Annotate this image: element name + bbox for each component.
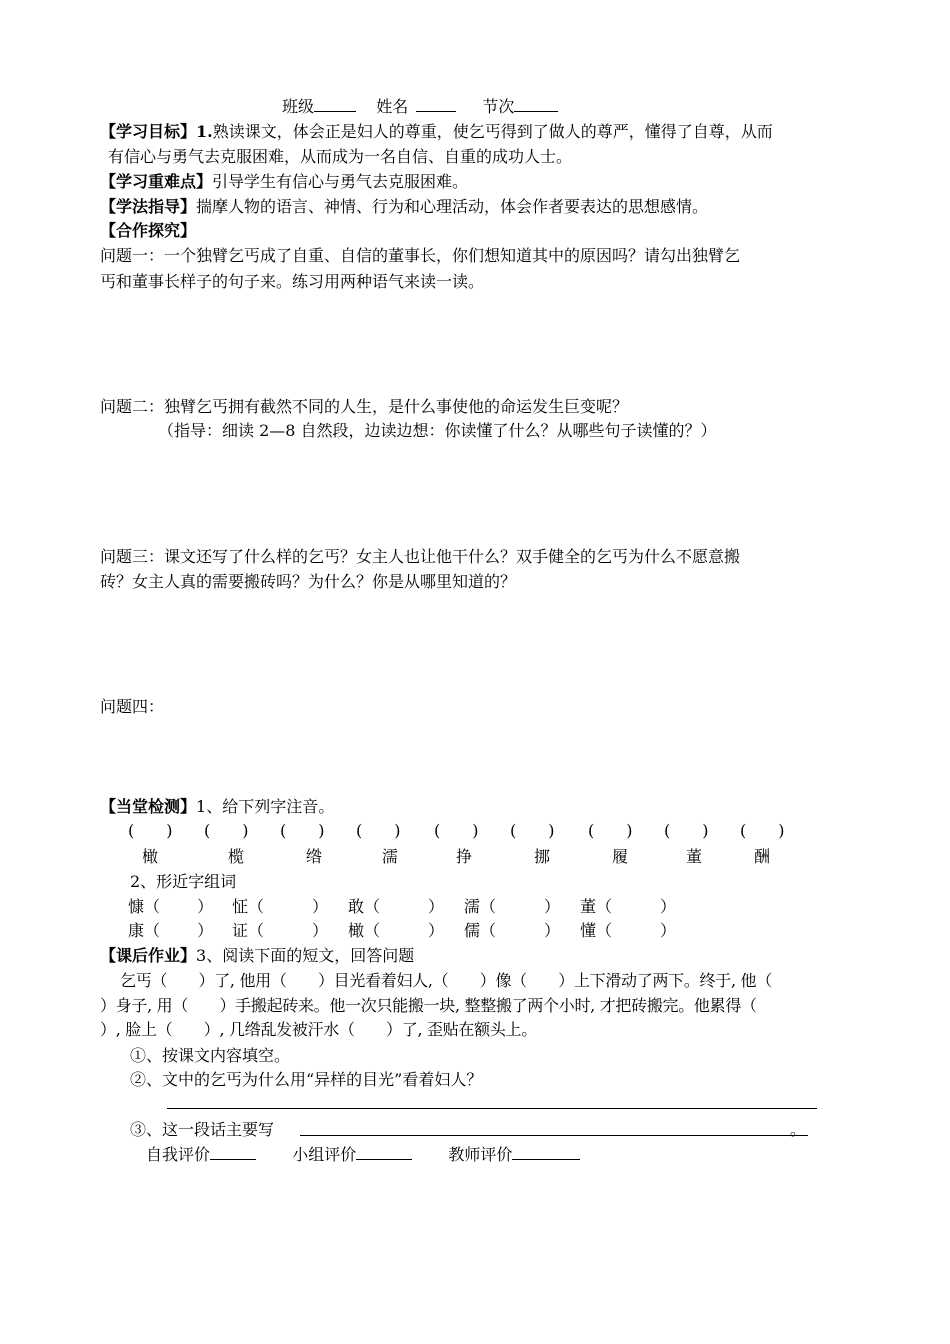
question-1-line-1: 问题一：一个独臂乞丐成了自重、自信的董事长，你们想知道其中的原因吗？请勾出独臂乞 <box>100 246 741 265</box>
group-eval-label: 小组评价 <box>292 1145 357 1164</box>
check-title: 1、给下列字注音。 <box>196 797 335 816</box>
pinyin-char: 董 <box>686 847 703 866</box>
similar-char: 敢 <box>348 897 365 916</box>
evaluation-line <box>146 1144 580 1166</box>
homework-tag: 【课后作业】 <box>100 946 197 965</box>
question-4-line: 问题四： <box>100 697 165 716</box>
question-3-line-1: 问题三：课文还写了什么样的乞丐？女主人也让他干什么？双手健全的乞丐为什么不愿意搬 <box>100 547 741 566</box>
word-blank[interactable]: （ ） <box>144 921 214 940</box>
pinyin-char: 濡 <box>382 847 399 866</box>
pinyin-blank[interactable]: ( ) <box>664 821 709 840</box>
pinyin-blank[interactable]: ( ) <box>204 821 249 840</box>
pinyin-blank[interactable]: ( ) <box>588 821 633 840</box>
answer-line-q2[interactable] <box>167 1108 817 1109</box>
word-blank[interactable]: （ ） <box>248 897 329 916</box>
teacher-eval-blank[interactable] <box>512 1144 580 1160</box>
objectives-text-2: 有信心与勇气去克服困难，从而成为一名自信、自重的成功人士。 <box>108 147 573 166</box>
similar-char: 橄 <box>348 921 365 940</box>
homework-paragraph-3: ）, 脸上（ ）, 几绺乱发被汗水（ ）了, 歪贴在额头上。 <box>100 1020 537 1039</box>
pinyin-char: 挣 <box>456 847 473 866</box>
homework-question-3-line <box>130 1119 274 1141</box>
explore-heading: 【合作探究】 <box>100 221 197 240</box>
pinyin-char: 橄 <box>142 847 159 866</box>
objectives-line-1 <box>100 121 773 143</box>
period-blank[interactable] <box>514 96 558 112</box>
word-blank[interactable]: （ ） <box>248 921 329 940</box>
check-tag: 【当堂检测】 <box>100 797 197 816</box>
similar-char: 怔 <box>232 897 249 916</box>
similar-char: 慷 <box>128 897 145 916</box>
pinyin-blank[interactable]: ( ) <box>434 821 479 840</box>
similar-char: 懂 <box>580 921 597 940</box>
method-line <box>100 196 708 218</box>
word-blank[interactable]: （ ） <box>596 921 677 940</box>
pinyin-char: 绺 <box>306 847 323 866</box>
question-2-line-1: 问题二：独臂乞丐拥有截然不同的人生，是什么事使他的命运发生巨变呢？ <box>100 397 629 416</box>
pinyin-char: 酬 <box>754 847 771 866</box>
method-tag: 【学法指导】 <box>100 197 197 216</box>
class-blank[interactable] <box>314 96 356 112</box>
pinyin-char: 挪 <box>534 847 551 866</box>
self-eval-label: 自我评价 <box>146 1145 211 1164</box>
pinyin-char: 履 <box>612 847 629 866</box>
difficulty-tag: 【学习重难点】 <box>100 172 213 191</box>
objectives-text-1: 熟读课文，体会正是妇人的尊重，使乞丐得到了做人的尊严，懂得了自尊，从而 <box>212 122 773 141</box>
word-blank[interactable]: （ ） <box>480 897 561 916</box>
similar-chars-title: 2、形近字组词 <box>130 872 237 891</box>
question-2-guide: （指导：细读 2—8 自然段，边读边想：你读懂了什么？从哪些句子读懂的？） <box>158 421 717 440</box>
pinyin-blank[interactable]: ( ) <box>510 821 555 840</box>
similar-char: 董 <box>580 897 597 916</box>
objectives-number: 1. <box>196 122 213 141</box>
homework-title: 3、阅读下面的短文，回答问题 <box>196 946 415 965</box>
homework-question-2: ②、文中的乞丐为什么用“异样的目光”看着妇人？ <box>130 1070 483 1089</box>
word-blank[interactable]: （ ） <box>144 897 214 916</box>
name-label: 姓名 <box>376 97 409 116</box>
self-eval-blank[interactable] <box>210 1144 256 1160</box>
word-blank[interactable]: （ ） <box>596 897 677 916</box>
pinyin-blank[interactable]: ( ) <box>128 821 173 840</box>
objectives-tag: 【学习目标】 <box>100 122 197 141</box>
objectives-line-2 <box>108 146 572 168</box>
homework-question-1: ①、按课文内容填空。 <box>130 1046 291 1065</box>
name-blank[interactable] <box>416 96 456 112</box>
period-label: 节次 <box>482 97 515 116</box>
pinyin-blank[interactable]: ( ) <box>740 821 785 840</box>
q3-period: 。 <box>790 1120 807 1139</box>
similar-char: 濡 <box>464 897 481 916</box>
check-heading-line <box>100 796 334 818</box>
question-3-line-2: 砖？女主人真的需要搬砖吗？为什么？你是从哪里知道的？ <box>100 572 517 591</box>
similar-char: 证 <box>232 921 249 940</box>
class-label: 班级 <box>282 97 315 116</box>
difficulty-line <box>100 171 468 193</box>
pinyin-blank[interactable]: ( ) <box>280 821 325 840</box>
word-blank[interactable]: （ ） <box>364 897 445 916</box>
header-line <box>282 96 558 118</box>
homework-paragraph-1: 乞丐（ ）了, 他用（ ）目光看着妇人,（ ）像（ ）上下滑动了两下。终于, 他（ <box>120 971 772 990</box>
pinyin-char: 榄 <box>228 847 245 866</box>
question-1-line-2: 丐和董事长样子的句子来。练习用两种语气来读一读。 <box>100 272 485 291</box>
pinyin-blank[interactable]: ( ) <box>356 821 401 840</box>
group-eval-blank[interactable] <box>356 1144 412 1160</box>
answer-line-q3[interactable] <box>300 1135 808 1136</box>
difficulty-text: 引导学生有信心与勇气去克服困难。 <box>212 172 469 191</box>
homework-paragraph-2: ）身子, 用（ ）手搬起砖来。他一次只能搬一块, 整整搬了两个小时, 才把砖搬完。他累得（ <box>100 996 757 1015</box>
homework-question-3: ③、这一段话主要写 <box>130 1120 275 1139</box>
similar-char: 儒 <box>464 921 481 940</box>
similar-char: 康 <box>128 921 145 940</box>
word-blank[interactable]: （ ） <box>364 921 445 940</box>
method-text: 揣摩人物的语言、神情、行为和心理活动，体会作者要表达的思想感情。 <box>196 197 709 216</box>
word-blank[interactable]: （ ） <box>480 921 561 940</box>
teacher-eval-label: 教师评价 <box>448 1145 513 1164</box>
homework-heading-line <box>100 945 414 967</box>
